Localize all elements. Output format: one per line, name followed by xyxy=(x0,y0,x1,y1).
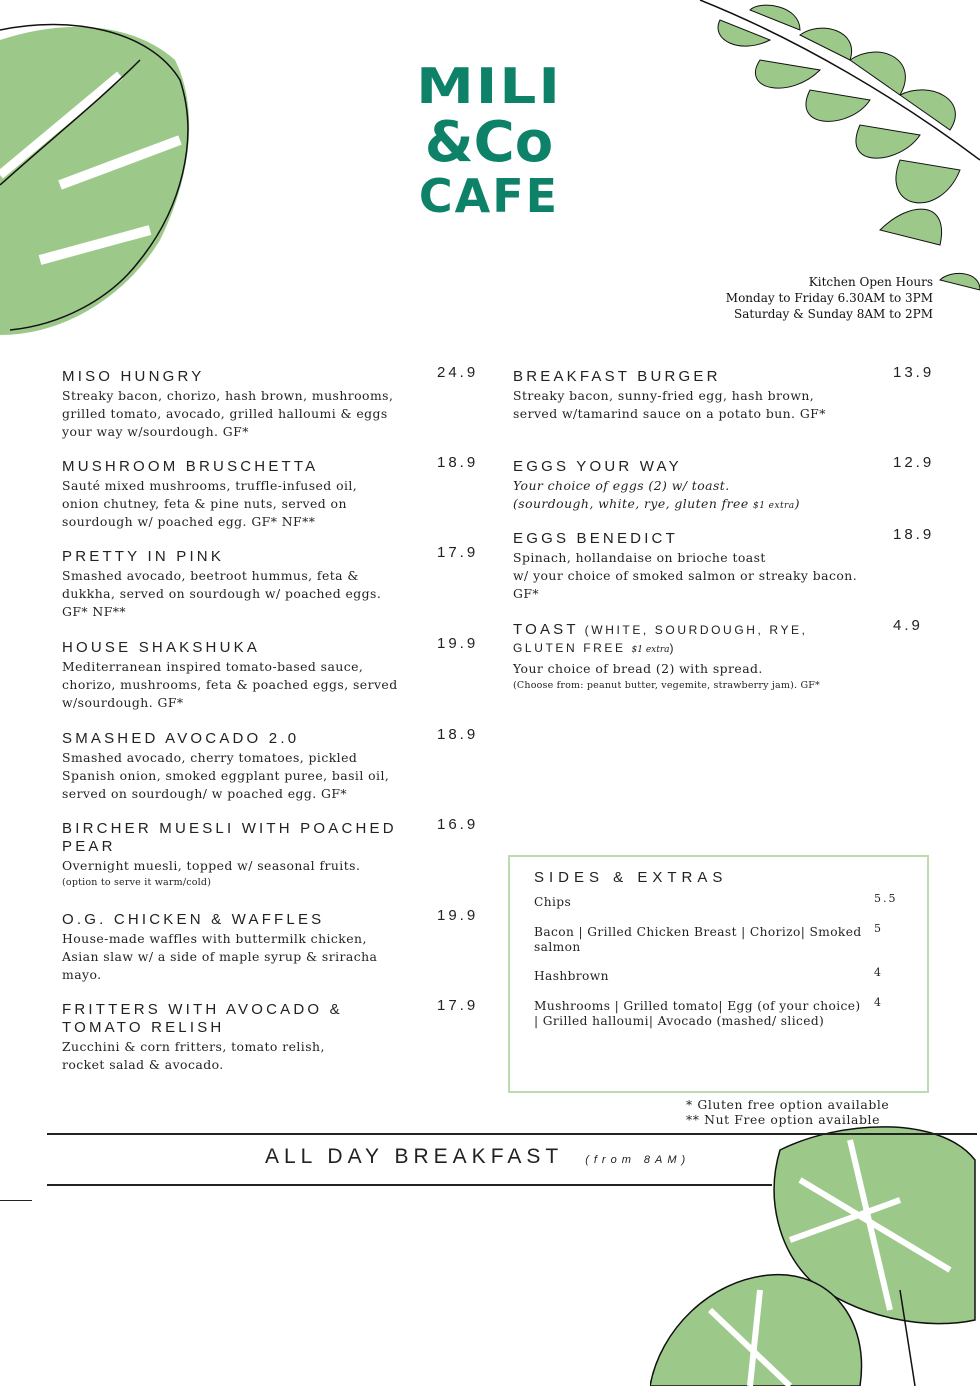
side-item-label: Mushrooms | Grilled tomato| Egg (of your choice) | Grilled halloumi| Avocado (mashed/ sliced) xyxy=(534,999,861,1028)
item-price: 19.9 xyxy=(437,907,479,924)
item-description: Overnight muesli, topped w/ seasonal fruits. xyxy=(62,858,361,873)
item-price: 4.9 xyxy=(893,617,923,634)
item-name xyxy=(513,530,868,548)
item-name xyxy=(62,1001,417,1037)
logo-line-1: MILI xyxy=(416,57,562,115)
logo-line-3: CAFE xyxy=(418,169,560,223)
menu-item xyxy=(513,617,933,693)
footer-title: ALL DAY BREAKFAST xyxy=(265,1145,564,1168)
item-price: 18.9 xyxy=(893,526,935,543)
item-name xyxy=(62,730,417,748)
side-item-price: 5 xyxy=(874,922,883,935)
side-item-price: 4 xyxy=(874,966,883,979)
side-item xyxy=(534,996,914,1029)
item-name-text: TOAST xyxy=(513,621,579,638)
side-item-price: 5.5 xyxy=(874,892,898,905)
item-price: 24.9 xyxy=(437,364,479,381)
item-name xyxy=(62,911,417,929)
item-description xyxy=(513,477,933,515)
kitchen-hours xyxy=(726,274,933,322)
item-name-extra-cost: $1 extra xyxy=(631,645,670,655)
item-name xyxy=(513,368,868,386)
item-name-text: PRETTY IN PINK xyxy=(62,548,225,565)
item-price: 16.9 xyxy=(437,816,479,833)
item-price: 17.9 xyxy=(437,997,479,1014)
monstera-leaf-top-left-illustration xyxy=(0,0,200,345)
item-name-text: MUSHROOM BRUSCHETTA xyxy=(62,458,319,475)
item-description: Mediterranean inspired tomato-based sauce, chorizo, mushrooms, feta & poached eggs, served w/sourdough. GF* xyxy=(62,659,398,710)
footer-bottom-divider xyxy=(47,1184,772,1186)
item-name-text: SMASHED AVOCADO 2.0 xyxy=(62,730,300,747)
menu-item xyxy=(62,544,482,621)
item-price: 18.9 xyxy=(437,726,479,743)
item-name-text: HOUSE SHAKSHUKA xyxy=(62,639,261,656)
menu-item xyxy=(62,816,482,890)
item-name-close: ) xyxy=(669,641,677,655)
item-name xyxy=(513,621,868,659)
menu-item xyxy=(62,726,482,803)
footer-heading xyxy=(265,1145,690,1169)
hours-title: Kitchen Open Hours xyxy=(808,275,933,289)
item-name xyxy=(62,458,417,476)
fern-leaf-top-right-illustration xyxy=(680,0,980,300)
item-price: 13.9 xyxy=(893,364,935,381)
side-item-label: Chips xyxy=(534,895,572,909)
menu-item xyxy=(513,364,935,423)
menu-item xyxy=(62,454,482,531)
menu-item xyxy=(62,635,482,712)
footer-subtitle: (from 8AM) xyxy=(585,1154,691,1166)
item-price: 12.9 xyxy=(893,454,935,471)
item-description: Smashed avocado, cherry tomatoes, pickled Spanish onion, smoked eggplant puree, basil oil, served on sourdough/ w poached egg. GF* xyxy=(62,750,390,801)
item-description: Streaky bacon, sunny-fried egg, hash brown, served w/tamarind sauce on a potato bun. GF* xyxy=(513,388,826,421)
item-description: Your choice of bread (2) with spread. xyxy=(513,661,763,676)
item-description: House-made waffles with buttermilk chicken, Asian slaw w/ a side of maple syrup & sriracha mayo. xyxy=(62,931,378,982)
item-note: (Choose from: peanut butter, vegemite, strawberry jam). GF* xyxy=(513,680,821,691)
item-price: 18.9 xyxy=(437,454,479,471)
item-description: Streaky bacon, chorizo, hash brown, mushrooms, grilled tomato, avocado, grilled halloumi & eggs your way w/sourdough. GF* xyxy=(62,388,394,439)
item-price: 19.9 xyxy=(437,635,479,652)
item-name-text: EGGS YOUR WAY xyxy=(513,458,682,475)
menu-item xyxy=(513,526,935,603)
item-description: Smashed avocado, beetroot hummus, feta & dukkha, served on sourdough w/ poached eggs. GF* NF** xyxy=(62,568,382,619)
menu-item xyxy=(62,907,482,984)
item-description: Spinach, hollandaise on brioche toast w/ your choice of smoked salmon or streaky bacon. GF* xyxy=(513,550,858,601)
hours-weekend: Saturday & Sunday 8AM to 2PM xyxy=(734,307,933,321)
side-item-label: Bacon | Grilled Chicken Breast | Chorizo| Smoked salmon xyxy=(534,925,862,954)
side-item-label: Hashbrown xyxy=(534,969,609,983)
side-item-price: 4 xyxy=(874,996,883,1009)
cafe-logo xyxy=(378,57,600,223)
footer-top-divider xyxy=(47,1133,977,1135)
side-item xyxy=(534,892,914,910)
item-name-options: (WHITE, SOURDOUGH, RYE, GLUTEN FREE xyxy=(513,623,808,655)
legend-gluten-free: * Gluten free option available xyxy=(686,1097,890,1112)
dietary-legend xyxy=(686,1097,889,1127)
left-edge-divider xyxy=(0,1200,32,1201)
legend-nut-free: ** Nut Free option available xyxy=(686,1112,881,1127)
monstera-leaf-bottom-right-illustration xyxy=(650,1120,980,1386)
item-name xyxy=(62,368,417,386)
item-name-text: EGGS BENEDICT xyxy=(513,530,678,547)
item-name-text: MISO HUNGRY xyxy=(62,368,205,385)
sides-extras-box xyxy=(508,855,929,1093)
menu-item xyxy=(62,997,482,1074)
item-price: 17.9 xyxy=(437,544,479,561)
item-name xyxy=(62,548,417,566)
item-name-text: FRITTERS WITH AVOCADO & TOMATO RELISH xyxy=(62,1001,343,1036)
menu-item xyxy=(513,454,935,515)
sides-title: SIDES & EXTRAS xyxy=(534,869,728,886)
menu-item xyxy=(62,364,482,441)
item-name xyxy=(62,820,417,856)
item-extra-cost: $1 extra xyxy=(753,501,795,511)
item-name xyxy=(513,458,868,476)
side-item xyxy=(534,966,914,984)
hours-weekdays: Monday to Friday 6.30AM to 3PM xyxy=(725,291,933,305)
item-note: (option to serve it warm/cold) xyxy=(62,877,212,888)
item-description-close: ) xyxy=(794,496,800,511)
side-item xyxy=(534,922,914,955)
item-name-text: BREAKFAST BURGER xyxy=(513,368,721,385)
item-name-text: O.G. CHICKEN & WAFFLES xyxy=(62,911,325,928)
item-description-text: Your choice of eggs (2) w/ toast. (sourdough, white, rye, gluten free xyxy=(513,478,749,511)
item-name xyxy=(62,639,417,657)
logo-line-2: &Co xyxy=(424,110,554,175)
item-description: Zucchini & corn fritters, tomato relish, rocket salad & avocado. xyxy=(62,1039,325,1072)
item-description: Sauté mixed mushrooms, truffle-infused oil, onion chutney, feta & pine nuts, served on sourdough w/ poached egg. GF* NF** xyxy=(62,478,358,529)
item-name-text: BIRCHER MUESLI WITH POACHED PEAR xyxy=(62,820,397,855)
